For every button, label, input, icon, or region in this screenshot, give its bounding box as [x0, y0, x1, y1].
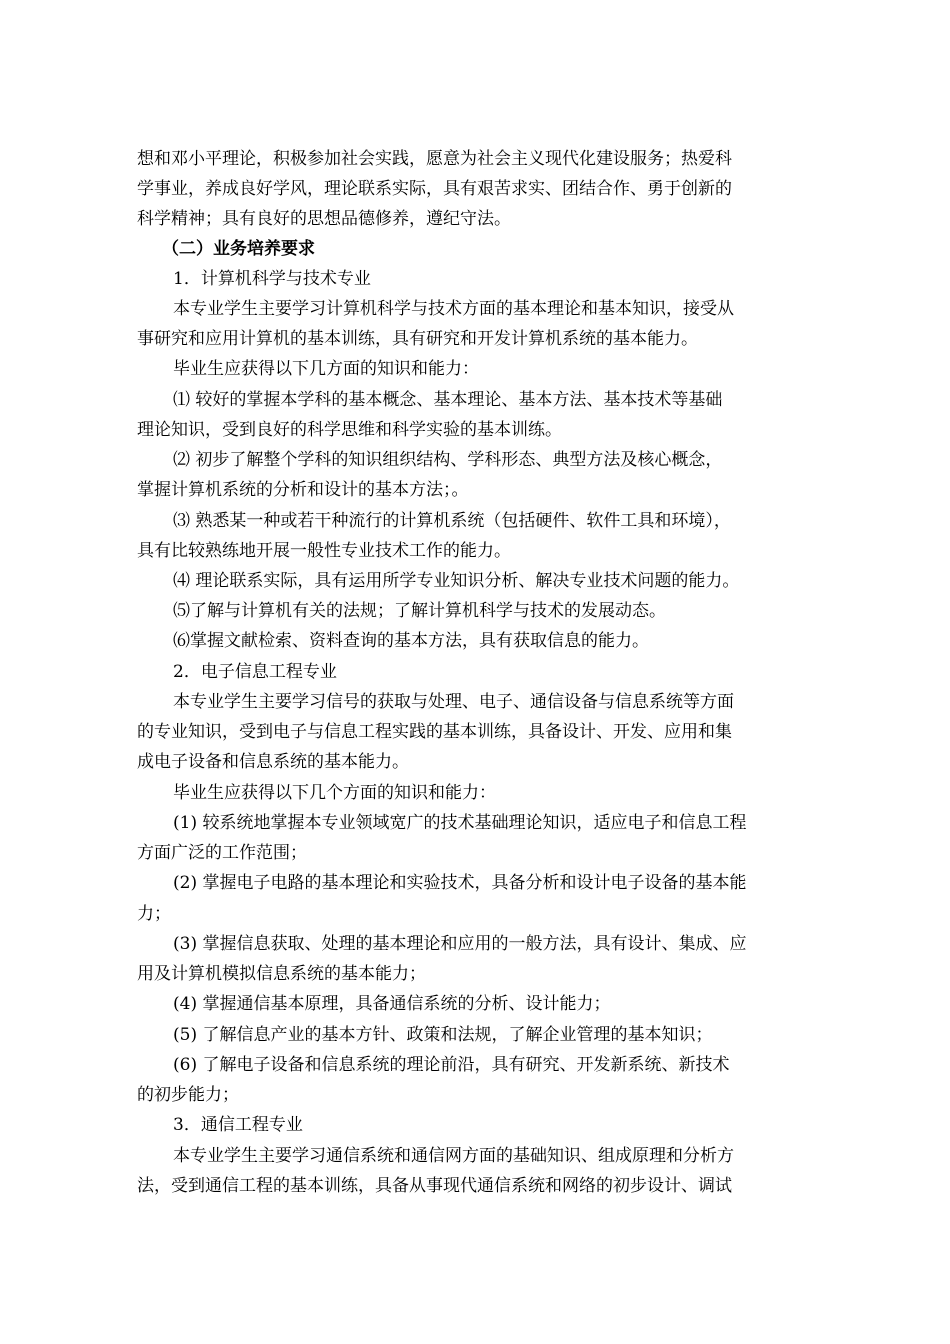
- list-item-1-cont: 理论知识，受到良好的科学思维和科学实验的基本训练。: [137, 420, 562, 440]
- list-item-4: ⑷ 理论联系实际，具有运用所学专业知识分析、解决专业技术问题的能力。: [173, 571, 740, 591]
- text-line-8: 毕业生应获得以下几方面的知识和能力：: [173, 359, 479, 379]
- text-line-20: 的专业知识，受到电子与信息工程实践的基本训练，具备设计、开发、应用和集: [137, 722, 732, 742]
- text-line-35: 法，受到通信工程的基本训练，具备从事现代通信系统和网络的初步设计、调试: [137, 1176, 732, 1196]
- list-item-b1-cont: 方面广泛的工作范围；: [137, 843, 307, 863]
- list-item-3-cont: 具有比较熟练地开展一般性专业技术工作的能力。: [137, 541, 511, 561]
- text-line-34: 本专业学生主要学习通信系统和通信网方面的基础知识、组成原理和分析方: [173, 1146, 734, 1166]
- list-item-2: ⑵ 初步了解整个学科的知识组织结构、学科形态、典型方法及核心概念，: [173, 450, 723, 470]
- text-line-6: 本专业学生主要学习计算机科学与技术方面的基本理论和基本知识，接受从: [173, 299, 734, 319]
- list-item-b6-cont: 的初步能力；: [137, 1085, 239, 1105]
- text-line-7: 事研究和应用计算机的基本训练，具有研究和开发计算机系统的基本能力。: [137, 329, 698, 349]
- list-item-3: ⑶ 熟悉某一种或若干种流行的计算机系统（包括硬件、软件工具和环境），: [173, 511, 731, 531]
- list-item-b6: (6) 了解电子设备和信息系统的理论前沿，具有研究、开发新系统、新技术: [173, 1055, 730, 1075]
- text-line-1: 想和邓小平理论，积极参加社会实践，愿意为社会主义现代化建设服务；热爱科: [137, 149, 732, 169]
- list-item-b5: (5) 了解信息产业的基本方针、政策和法规，了解企业管理的基本知识；: [173, 1025, 713, 1045]
- list-item-b2: (2) 掌握电子电路的基本理论和实验技术，具备分析和设计电子设备的基本能: [173, 873, 747, 893]
- section-heading: （二）业务培养要求: [162, 239, 315, 259]
- text-line-22: 毕业生应获得以下几个方面的知识和能力：: [173, 783, 496, 803]
- subsection-heading-1: 1．计算机科学与技术专业: [173, 269, 371, 289]
- list-item-b4: (4) 掌握通信基本原理，具备通信系统的分析、设计能力；: [173, 994, 611, 1014]
- list-item-5: ⑸了解与计算机有关的法规；了解计算机科学与技术的发展动态。: [173, 601, 666, 621]
- list-item-2-cont: 掌握计算机系统的分析和设计的基本方法；。: [137, 480, 469, 500]
- list-item-b3: (3) 掌握信息获取、处理的基本理论和应用的一般方法，具有设计、集成、应: [173, 934, 747, 954]
- list-item-b1: (1) 较系统地掌握本专业领域宽广的技术基础理论知识，适应电子和信息工程: [173, 813, 747, 833]
- list-item-6: ⑹掌握文献检索、资料查询的基本方法，具有获取信息的能力。: [173, 631, 649, 651]
- text-line-2: 学事业，养成良好学风，理论联系实际，具有艰苦求实、团结合作、勇于创新的: [137, 179, 732, 199]
- subsection-heading-3: 3．通信工程专业: [173, 1115, 303, 1135]
- list-item-b3-cont: 用及计算机模拟信息系统的基本能力；: [137, 964, 426, 984]
- text-line-21: 成电子设备和信息系统的基本能力。: [137, 752, 409, 772]
- text-line-3: 科学精神；具有良好的思想品德修养，遵纪守法。: [137, 209, 511, 229]
- text-line-19: 本专业学生主要学习信号的获取与处理、电子、通信设备与信息系统等方面: [173, 692, 734, 712]
- subsection-heading-2: 2．电子信息工程专业: [173, 662, 337, 682]
- list-item-1: ⑴ 较好的掌握本学科的基本概念、基本理论、基本方法、基本技术等基础: [173, 390, 723, 410]
- list-item-b2-cont: 力；: [137, 904, 171, 924]
